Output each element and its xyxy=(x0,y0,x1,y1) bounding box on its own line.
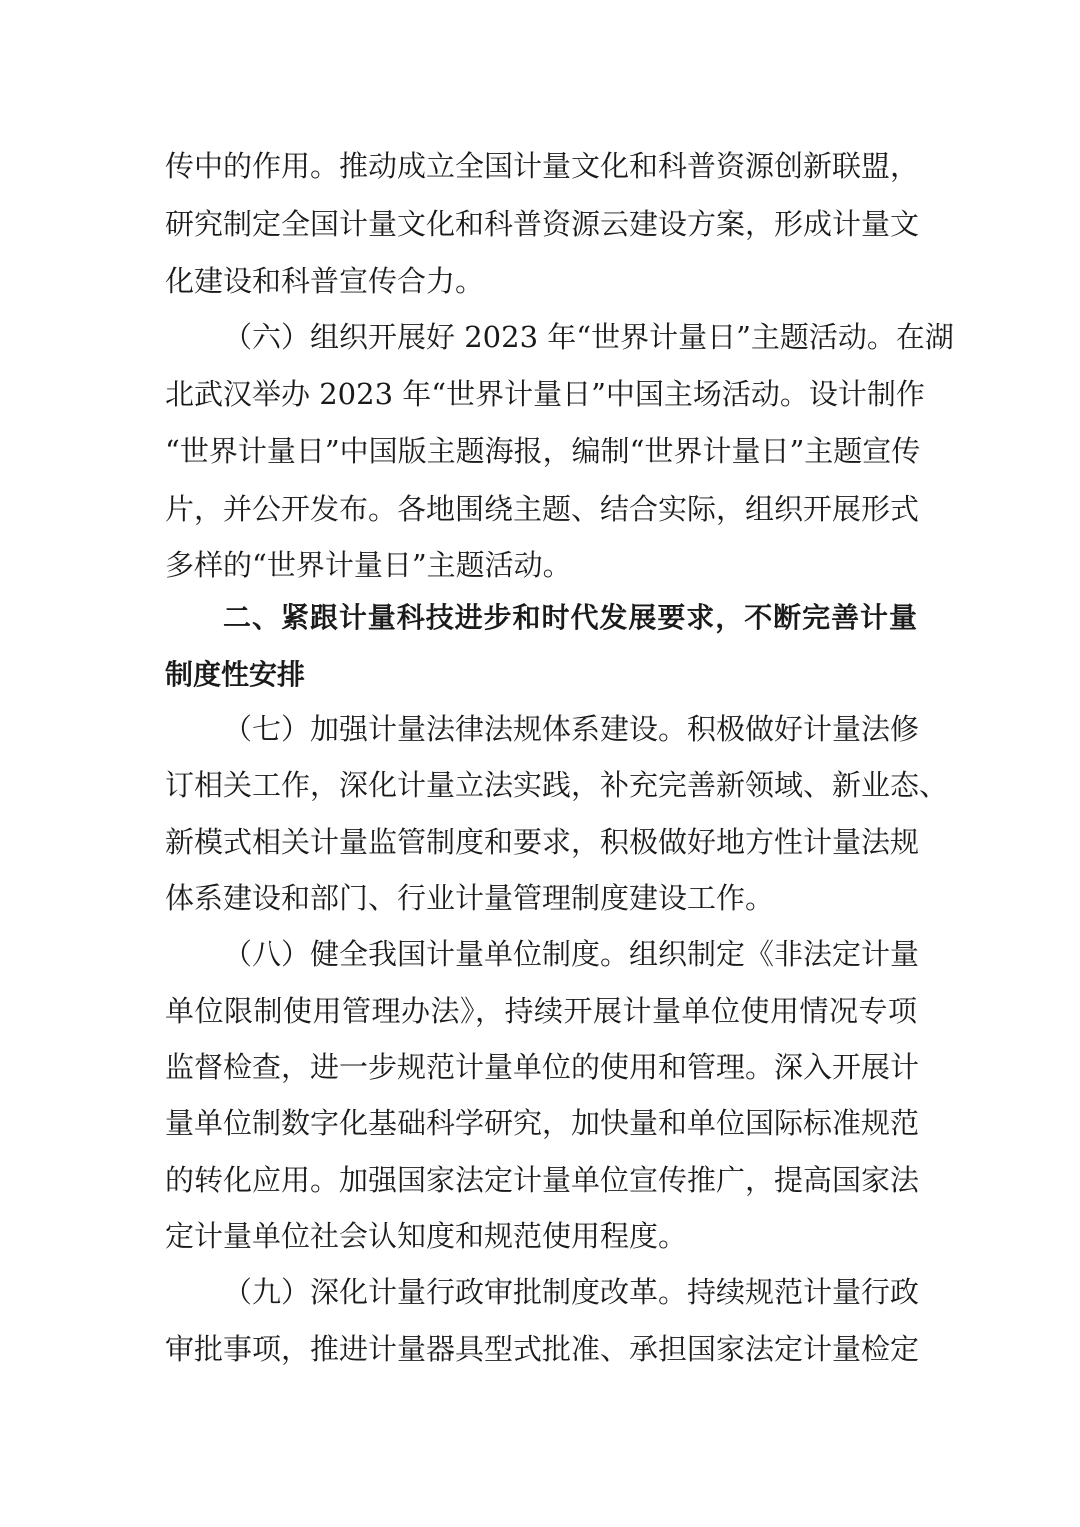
paragraph-line: （七）加强计量法律法规体系建设。积极做好计量法修 xyxy=(223,712,920,746)
section-heading: 二、紧跟计量科技进步和时代发展要求，不断完善计量 xyxy=(223,601,917,634)
paragraph-line: 的转化应用。加强国家法定计量单位宣传推广，提高国家法 xyxy=(165,1163,920,1197)
paragraph-line: 审批事项，推进计量器具型式批准、承担国家法定计量检定 xyxy=(165,1332,920,1366)
paragraph-line: （六）组织开展好 2023 年“世界计量日”主题活动。在湖 xyxy=(223,320,954,354)
paragraph-line: （八）健全我国计量单位制度。组织制定《非法定计量 xyxy=(223,937,920,971)
paragraph-line: 定计量单位社会认知度和规范使用程度。 xyxy=(165,1219,688,1253)
paragraph-line: 片，并公开发布。各地围绕主题、结合实际，组织开展形式 xyxy=(165,492,920,526)
paragraph-line: 化建设和科普宣传合力。 xyxy=(165,264,485,298)
paragraph-line: 体系建设和部门、行业计量管理制度建设工作。 xyxy=(165,881,775,915)
paragraph-line: 传中的作用。推动成立全国计量文化和科普资源创新联盟， xyxy=(165,149,920,183)
paragraph-line: 订相关工作，深化计量立法实践，补充完善新领域、新业态、 xyxy=(165,768,949,802)
paragraph-line: 新模式相关计量监管制度和要求，积极做好地方性计量法规 xyxy=(165,825,920,859)
paragraph-line: 多样的“世界计量日”主题活动。 xyxy=(165,548,572,582)
paragraph-line: 单位限制使用管理办法》，持续开展计量单位使用情况专项 xyxy=(165,994,917,1028)
paragraph-line: 研究制定全国计量文化和科普资源云建设方案，形成计量文 xyxy=(165,207,920,241)
paragraph-line: （九）深化计量行政审批制度改革。持续规范计量行政 xyxy=(223,1275,920,1309)
paragraph-line: 量单位制数字化基础科学研究，加快量和单位国际标准规范 xyxy=(165,1106,920,1140)
paragraph-line: “世界计量日”中国版主题海报，编制“世界计量日”主题宣传 xyxy=(165,434,921,468)
section-heading: 制度性安排 xyxy=(165,658,306,691)
paragraph-line: 北武汉举办 2023 年“世界计量日”中国主场活动。设计制作 xyxy=(165,377,925,411)
paragraph-line: 监督检查，进一步规范计量单位的使用和管理。深入开展计 xyxy=(165,1050,920,1084)
